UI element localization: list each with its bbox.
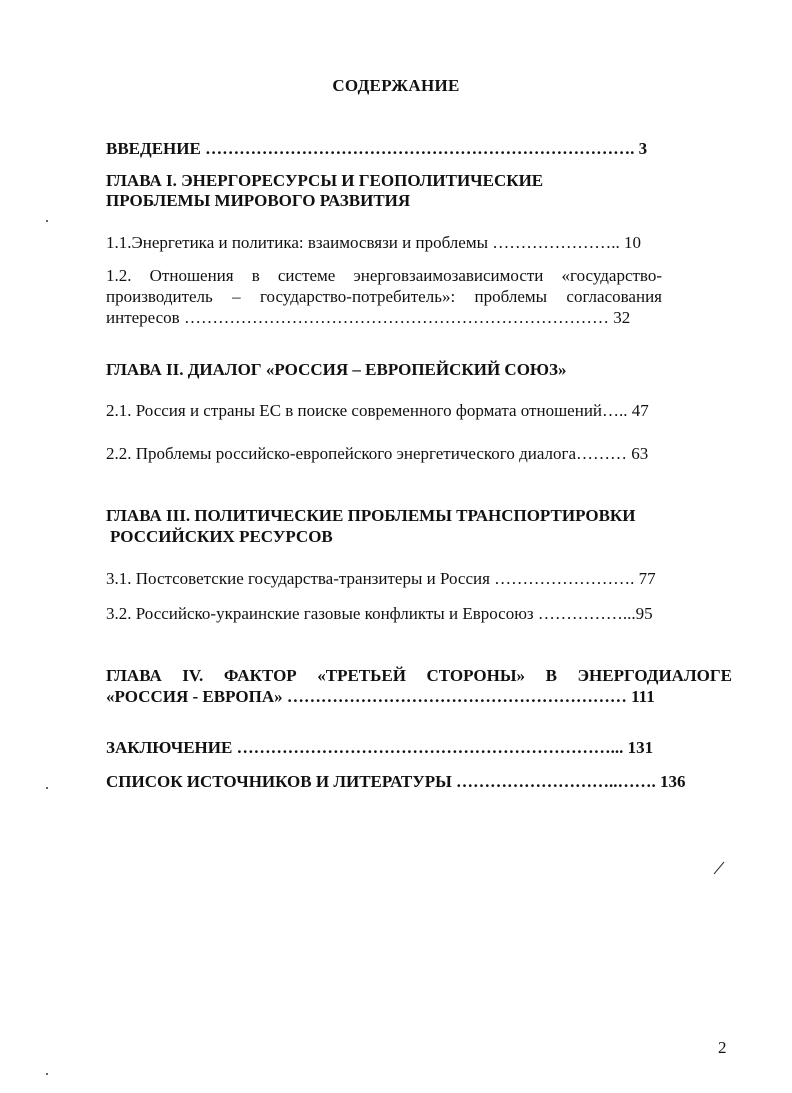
page-number: 2 bbox=[718, 1038, 727, 1057]
scan-artifact-stroke bbox=[712, 860, 726, 876]
toc-chapter-3-title-line-1[interactable]: ГЛАВА III. ПОЛИТИЧЕСКИЕ ПРОБЛЕМЫ ТРАНСПОРТИРОВКИ bbox=[106, 506, 636, 525]
toc-entry-conclusion[interactable]: ЗАКЛЮЧЕНИЕ …………………………………………………………... 131 bbox=[106, 738, 654, 757]
toc-chapter-1-title-line-1[interactable]: ГЛАВА I. ЭНЕРГОРЕСУРСЫ И ГЕОПОЛИТИЧЕСКИЕ bbox=[106, 171, 544, 190]
toc-chapter-4-title-line-1[interactable]: ГЛАВА IV. ФАКТОР «ТРЕТЬЕЙ СТОРОНЫ» В ЭНЕРГОДИАЛОГЕ bbox=[106, 666, 732, 685]
toc-section-3-2[interactable]: 3.2. Российско-украинские газовые конфликты и Евросоюз ……………...95 bbox=[106, 604, 653, 623]
page-title: СОДЕРЖАНИЕ bbox=[332, 76, 460, 95]
toc-section-3-1[interactable]: 3.1. Постсоветские государства-транзитеры и Россия ……………………. 77 bbox=[106, 569, 656, 588]
toc-chapter-1-title-line-2[interactable]: ПРОБЛЕМЫ МИРОВОГО РАЗВИТИЯ bbox=[106, 191, 411, 210]
scan-artifact-dot bbox=[46, 220, 48, 222]
toc-chapter-3-title-line-2[interactable]: РОССИЙСКИХ РЕСУРСОВ bbox=[110, 527, 333, 546]
toc-entry-introduction[interactable]: ВВЕДЕНИЕ …………………………………………………………………. 3 bbox=[106, 139, 648, 158]
toc-section-1-2-line-3[interactable]: интересов ………………………………………………………………… 32 bbox=[106, 308, 631, 327]
toc-section-2-1[interactable]: 2.1. Россия и страны ЕС в поиске современного формата отношений….. 47 bbox=[106, 401, 649, 420]
scan-artifact-dot bbox=[46, 787, 48, 789]
toc-section-1-1[interactable]: 1.1.Энергетика и политика: взаимосвязи и проблемы ………………….. 10 bbox=[106, 233, 642, 252]
toc-entry-sources-literature[interactable]: СПИСОК ИСТОЧНИКОВ И ЛИТЕРАТУРЫ ………………………..……. 136 bbox=[106, 772, 686, 791]
toc-section-2-2[interactable]: 2.2. Проблемы российско-европейского энергетического диалога……… 63 bbox=[106, 444, 649, 463]
toc-chapter-2-title[interactable]: ГЛАВА II. ДИАЛОГ «РОССИЯ – ЕВРОПЕЙСКИЙ СОЮЗ» bbox=[106, 360, 567, 379]
toc-chapter-4-title-line-2[interactable]: «РОССИЯ - ЕВРОПА» …………………………………………………… 111 bbox=[106, 687, 655, 706]
toc-section-1-2-line-2[interactable]: производитель – государство-потребитель»: проблемы согласования bbox=[106, 287, 662, 306]
scan-artifact-dot bbox=[46, 1073, 48, 1075]
toc-section-1-2-line-1[interactable]: 1.2. Отношения в системе энерговзаимозависимости «государство- bbox=[106, 266, 662, 285]
